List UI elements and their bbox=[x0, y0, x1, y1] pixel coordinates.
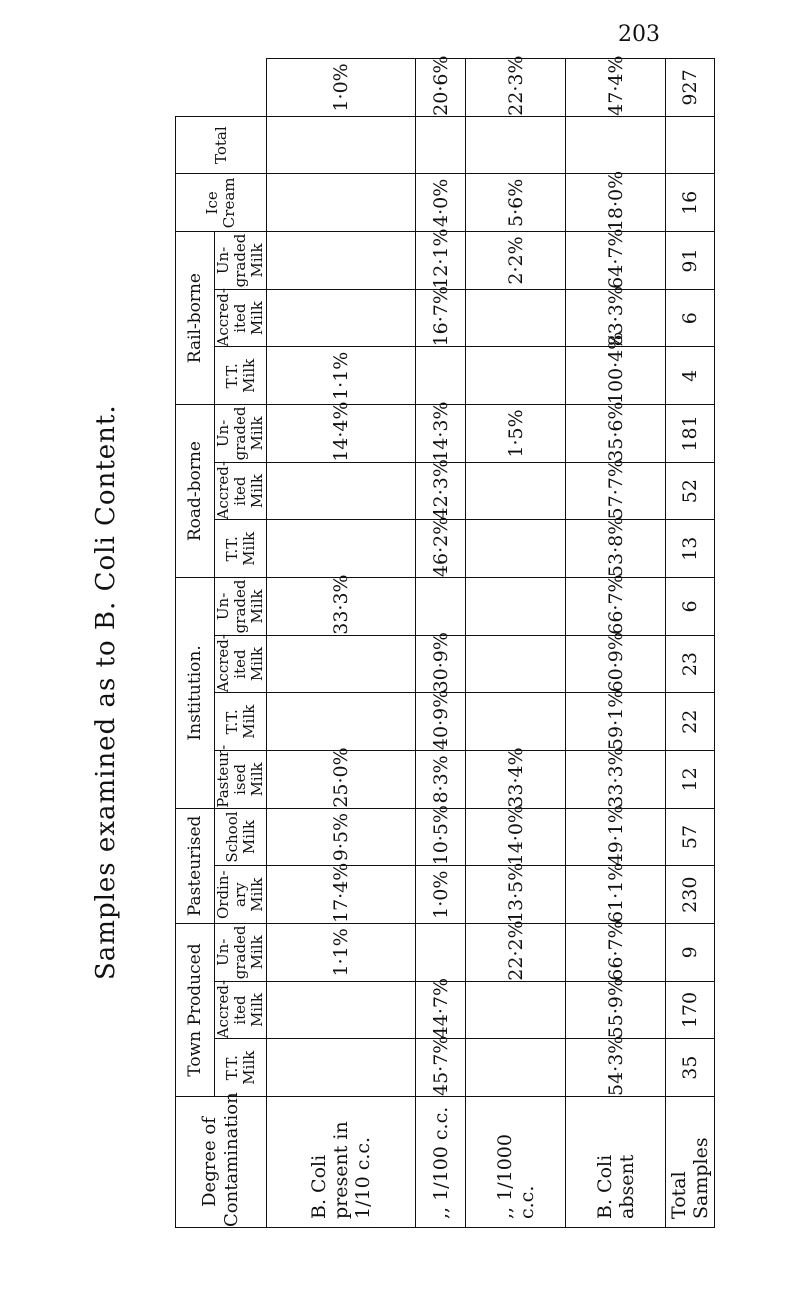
table-cell: 23 bbox=[666, 635, 715, 693]
table-cell bbox=[466, 981, 566, 1039]
table-cell: 4 bbox=[666, 347, 715, 405]
table-cell: 47·4% bbox=[566, 59, 666, 117]
table-cell bbox=[267, 232, 416, 290]
table-cell: 927 bbox=[666, 59, 715, 117]
table-cell: 45·7% bbox=[415, 1039, 466, 1097]
table-cell: 53·8% bbox=[566, 520, 666, 578]
table-cell bbox=[666, 116, 715, 174]
column-header: T.T. Milk bbox=[215, 347, 267, 405]
table-cell: 1·5% bbox=[466, 405, 566, 463]
table-cell: 33·3% bbox=[267, 578, 416, 636]
table-cell: 30·9% bbox=[415, 635, 466, 693]
table-cell: 13 bbox=[666, 520, 715, 578]
table-cell: 230 bbox=[666, 866, 715, 924]
column-header: School Milk bbox=[215, 808, 267, 866]
table-cell bbox=[466, 347, 566, 405]
table-cell bbox=[267, 635, 416, 693]
table-cell bbox=[466, 462, 566, 520]
table-cell: 1·0% bbox=[267, 59, 416, 117]
column-header: Ordin-ary Milk bbox=[215, 866, 267, 924]
group-header: Rail-borne bbox=[176, 232, 215, 405]
column-header-row bbox=[215, 59, 267, 1228]
table-cell bbox=[466, 693, 566, 751]
column-header: Un-graded Milk bbox=[214, 406, 266, 461]
row-label: ,, 1/100 c.c. bbox=[415, 1097, 466, 1228]
table-cell: 33·4% bbox=[466, 751, 566, 809]
table-cell bbox=[466, 1039, 566, 1097]
table-cell: 40·9% bbox=[415, 693, 466, 751]
table-cell: 18·0% bbox=[566, 174, 666, 232]
table-cell: 55·9% bbox=[566, 981, 666, 1039]
table-cell: 83·3% bbox=[566, 289, 666, 347]
row-label: ,, 1/1000 c.c. bbox=[466, 1097, 566, 1228]
column-header: Un-graded Milk bbox=[214, 233, 266, 288]
table-cell: 6 bbox=[666, 578, 715, 636]
table-cell bbox=[267, 116, 416, 174]
column-header: Accred-ited Milk bbox=[214, 634, 266, 693]
page-title: Samples examined as to B. Coli Content. bbox=[91, 404, 121, 980]
column-header: Un-graded Milk bbox=[214, 925, 266, 980]
column-header: Accred-ited Milk bbox=[214, 461, 266, 520]
table-cell bbox=[466, 116, 566, 174]
table-cell bbox=[415, 116, 466, 174]
table-cell: 8·3% bbox=[415, 751, 466, 809]
table-cell: 57 bbox=[666, 808, 715, 866]
table-cell: 12 bbox=[666, 751, 715, 809]
table-cell bbox=[415, 924, 466, 982]
table-cell bbox=[415, 578, 466, 636]
row-label: B. Coli absent bbox=[566, 1097, 666, 1228]
group-header: Pasteurised bbox=[176, 808, 215, 923]
table-row bbox=[415, 59, 466, 1228]
page-number: 203 bbox=[618, 22, 660, 47]
table-cell: 46·2% bbox=[415, 520, 466, 578]
table-cell bbox=[267, 462, 416, 520]
table-cell bbox=[566, 116, 666, 174]
column-header: Total bbox=[176, 116, 267, 174]
column-header: Accred-ited Milk bbox=[214, 288, 266, 347]
table-cell: 35·6% bbox=[566, 405, 666, 463]
table-cell: 14·0% bbox=[466, 808, 566, 866]
table-cell: 14·4% bbox=[267, 405, 416, 463]
column-header: Pasteur-ised Milk bbox=[214, 744, 266, 808]
table-cell bbox=[267, 1039, 416, 1097]
table-cell: 17·4% bbox=[267, 866, 416, 924]
column-header: T.T. Milk bbox=[215, 1039, 267, 1097]
table-cell: 6 bbox=[666, 289, 715, 347]
table-cell bbox=[267, 289, 416, 347]
table-cell: 22·3% bbox=[466, 59, 566, 117]
table-cell: 59·1% bbox=[566, 693, 666, 751]
table-body bbox=[267, 55, 715, 1228]
table-cell: 9·5% bbox=[267, 808, 416, 866]
table-cell bbox=[466, 578, 566, 636]
table-cell: 33·3% bbox=[566, 751, 666, 809]
table-cell: 52 bbox=[666, 462, 715, 520]
table-cell: 22·2% bbox=[466, 924, 566, 982]
table-cell: 1·0% bbox=[415, 866, 466, 924]
table-cell: 22 bbox=[666, 693, 715, 751]
table-cell bbox=[466, 289, 566, 347]
table-cell bbox=[267, 981, 416, 1039]
table-cell bbox=[267, 520, 416, 578]
table-cell: 10·5% bbox=[415, 808, 466, 866]
table-cell: 14·3% bbox=[415, 405, 466, 463]
table-cell: 2·2% bbox=[466, 232, 566, 290]
table-cell bbox=[466, 635, 566, 693]
group-header: Institution. bbox=[176, 578, 215, 809]
table-cell: 66·7% bbox=[566, 578, 666, 636]
table-cell: 35 bbox=[666, 1039, 715, 1097]
corner-header: Degree of Contamination bbox=[176, 1097, 267, 1228]
table-cell: 170 bbox=[666, 981, 715, 1039]
contamination-table bbox=[175, 55, 715, 1228]
column-header: T.T. Milk bbox=[215, 520, 267, 578]
table-cell: 181 bbox=[666, 405, 715, 463]
table-cell: 64·7% bbox=[566, 232, 666, 290]
column-header: Ice Cream bbox=[176, 174, 267, 232]
table-cell: 13·5% bbox=[466, 866, 566, 924]
group-header: Town Produced bbox=[176, 924, 215, 1097]
table-cell: 4·0% bbox=[415, 174, 466, 232]
table-cell bbox=[267, 174, 416, 232]
table-cell: 9 bbox=[666, 924, 715, 982]
column-header: Accred-ited Milk bbox=[214, 979, 266, 1039]
table-cell: 16 bbox=[666, 174, 715, 232]
table-cell bbox=[267, 693, 416, 751]
column-header: T.T. Milk bbox=[215, 693, 267, 751]
total-row bbox=[666, 59, 715, 1228]
table-row bbox=[466, 59, 566, 1228]
table-cell: 1·1% bbox=[267, 924, 416, 982]
table-cell: 42·3% bbox=[415, 462, 466, 520]
table-cell: 5·6% bbox=[466, 174, 566, 232]
table-cell bbox=[466, 520, 566, 578]
table-cell: 100·4% bbox=[566, 347, 666, 405]
group-header: Road-borne bbox=[176, 405, 215, 578]
table-cell: 66·7% bbox=[566, 924, 666, 982]
table-cell: 57·7% bbox=[566, 462, 666, 520]
row-label: B. Coli present in 1/10 c.c. bbox=[267, 1097, 416, 1228]
table-cell: 44·7% bbox=[415, 981, 466, 1039]
table-cell: 16·7% bbox=[415, 289, 466, 347]
table-row bbox=[566, 59, 666, 1228]
table-cell bbox=[415, 347, 466, 405]
table-rotated-wrapper bbox=[175, 55, 715, 1228]
table-row bbox=[267, 59, 416, 1228]
group-header-row bbox=[176, 59, 215, 1228]
table-cell: 20·6% bbox=[415, 59, 466, 117]
table-cell: 61·1% bbox=[566, 866, 666, 924]
table-cell: 12·1% bbox=[415, 232, 466, 290]
table-cell: 1·1% bbox=[267, 347, 416, 405]
table-cell: 49·1% bbox=[566, 808, 666, 866]
row-label: Total Samples bbox=[666, 1097, 715, 1228]
column-header: Un-graded Milk bbox=[214, 579, 266, 634]
table-cell: 25·0% bbox=[267, 751, 416, 809]
table-cell: 60·9% bbox=[566, 635, 666, 693]
table-cell: 91 bbox=[666, 232, 715, 290]
table-cell: 54·3% bbox=[566, 1039, 666, 1097]
